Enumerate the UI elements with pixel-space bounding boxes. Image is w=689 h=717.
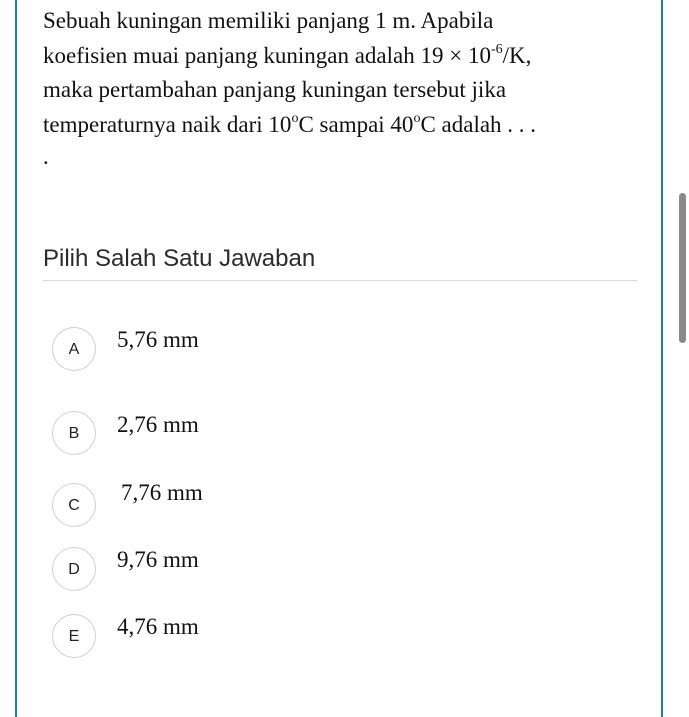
option-b[interactable] xyxy=(52,411,452,457)
answer-section-title: Pilih Salah Satu Jawaban xyxy=(43,245,316,272)
option-d[interactable] xyxy=(52,547,452,593)
option-text[interactable]: 5,76 mm xyxy=(117,327,199,352)
question-line xyxy=(43,4,643,39)
option-a[interactable] xyxy=(52,327,452,373)
question-line-3: maka pertambahan panjang kuningan tersebut jika xyxy=(43,77,507,102)
question-line-2-unit: /K, xyxy=(502,42,532,68)
option-letter-circle[interactable]: A xyxy=(52,327,96,371)
question-line xyxy=(43,73,643,108)
option-letter-circle[interactable]: D xyxy=(52,547,96,591)
question-line-2-text: koefisien muai panjang kuningan adalah 19 × 10 xyxy=(43,42,491,68)
question-line xyxy=(43,108,643,143)
content-border-right xyxy=(661,0,663,717)
section-divider xyxy=(43,280,637,281)
question-text xyxy=(43,4,643,176)
option-text[interactable]: 2,76 mm xyxy=(117,412,199,437)
option-text[interactable]: 9,76 mm xyxy=(117,547,199,572)
degree-symbol: o xyxy=(291,110,299,126)
question-line xyxy=(43,39,643,74)
scrollbar-track[interactable] xyxy=(676,0,689,717)
question-line-4-text: temperaturnya naik dari 10 xyxy=(43,111,292,137)
question-line-5: . xyxy=(43,144,49,169)
option-letter-circle[interactable]: B xyxy=(52,411,96,455)
question-line-1: Sebuah kuningan memiliki panjang 1 m. Apabila xyxy=(43,8,494,33)
exponent: -6 xyxy=(490,41,503,57)
question-line-4-mid: C sampai 40 xyxy=(298,111,414,137)
option-letter-circle[interactable]: E xyxy=(52,614,96,658)
question-line xyxy=(43,142,643,176)
option-letter-circle[interactable]: C xyxy=(52,483,96,527)
scrollbar-thumb[interactable] xyxy=(679,193,686,343)
option-c[interactable] xyxy=(52,480,452,529)
degree-symbol: o xyxy=(413,110,421,126)
option-e[interactable] xyxy=(52,614,452,660)
option-text[interactable]: 7,76 mm xyxy=(121,480,203,505)
option-text[interactable]: 4,76 mm xyxy=(117,614,199,639)
question-line-4-end: C adalah . . . xyxy=(420,111,537,137)
content-border-left xyxy=(15,0,17,717)
